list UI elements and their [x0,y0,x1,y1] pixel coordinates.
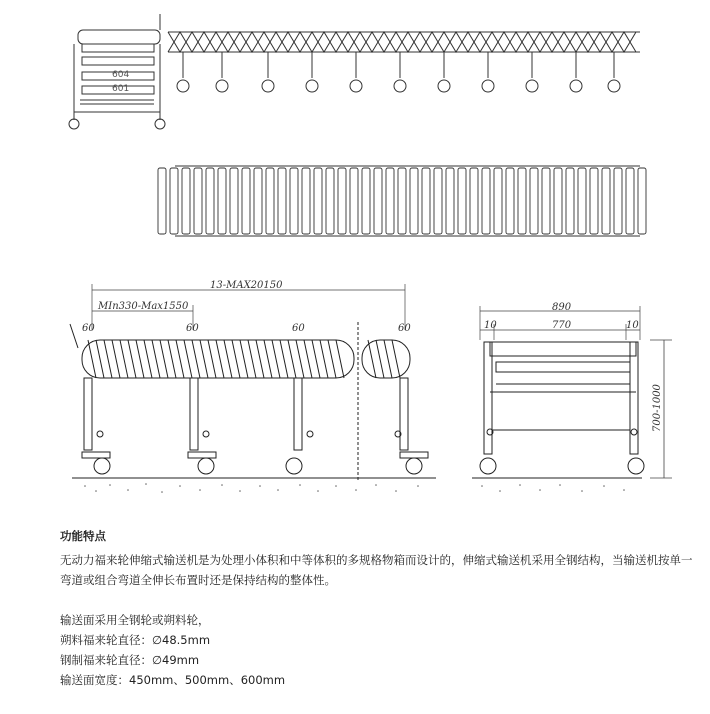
conveyor-plan-view [158,166,646,236]
dimension-side-left: 10 [484,320,497,331]
dimension-overall-length: 13-MAX20150 [210,280,283,291]
dimension-label-top-1: 604 [112,70,130,80]
dimension-side-right: 10 [626,320,639,331]
dimension-spacing-c: 60 [292,323,305,334]
dimension-inner-width: 770 [552,320,572,331]
dimension-height-range: 700-1000 [652,384,663,432]
dimension-label-top-2: 601 [112,84,130,94]
spec-line-2: 朔料福来轮直径：∅48.5mm [60,633,211,647]
dimension-total-width: 890 [552,302,572,313]
dimension-spacing-d: 60 [398,323,411,334]
spec-line-3: 钢制福来轮直径：∅49mm [60,653,200,667]
conveyor-side-view-top [168,32,640,92]
conveyor-side-elevation [70,280,436,493]
description-paragraph: 无动力福来轮伸缩式输送机是为处理小体积和中等体积的多规格物箱而设计的，伸缩式输送机采用全钢结构，当输送机按单一弯道或组合弯道全伸长布置时还是保持结构的整体性。 [60,553,693,587]
description-section [60,528,700,690]
conveyor-end-elevation [472,302,672,492]
dimension-section-length: MIn330-Max1550 [98,301,189,312]
section-title: 功能特点 [60,529,106,543]
spec-line-4: 输送面宽度：450mm、500mm、600mm [60,673,286,687]
spec-line-1: 输送面采用全钢轮或朔料轮， [60,613,210,627]
dimension-spacing-a: 60 [82,323,95,334]
dimension-spacing-b: 60 [186,323,199,334]
